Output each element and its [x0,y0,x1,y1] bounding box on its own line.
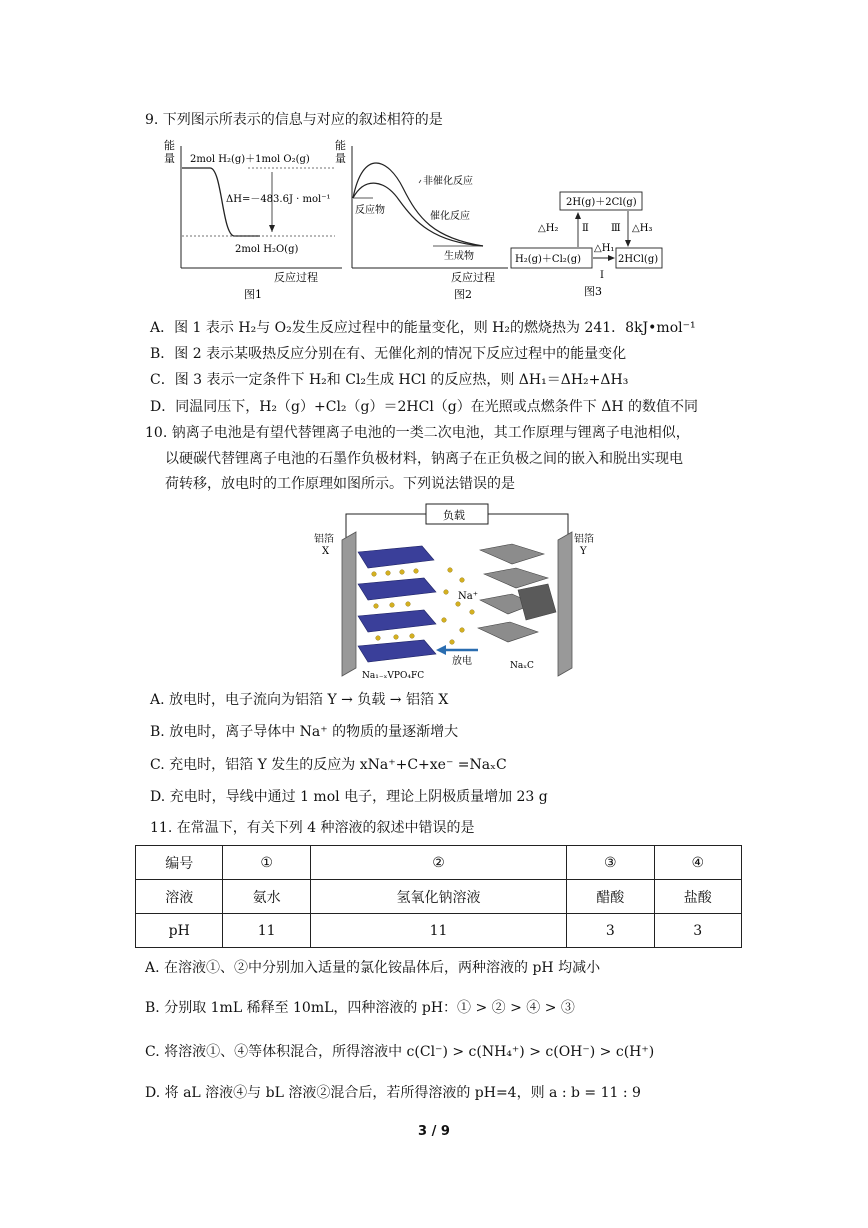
table-cell: 11 [223,914,310,948]
table-cell: 3 [567,914,654,948]
q11-option-b: B. 分别取 1mL 稀释至 10mL，四种溶液的 pH：① > ② > ④ > ③ [145,1000,575,1016]
sodium-battery-figure [312,500,602,682]
fig2-ylabel-1: 能 [335,139,346,152]
table-row [136,914,742,948]
fig3-dh3: △H₃ [632,223,653,234]
left-material-label: Na₁₋ₓVPO₄FC [362,671,425,681]
table-cell: ② [310,846,566,880]
fig3-dh1: △H₁ [594,243,615,254]
q11-option-d: D. 将 aL 溶液④与 bL 溶液②混合后，若所得溶液的 pH=4，则 a : b = 11 : 9 [145,1085,641,1101]
table-cell: 溶液 [136,880,223,914]
anode-carbon-sheets [478,544,556,642]
q10-stem-line-2: 以硬碳代替锂离子电池的石墨作负极材料，钠离子在正负极之间的嵌入和脱出实现电 [165,451,683,467]
right-foil-label: 铝箔 [574,534,594,545]
fig1-top-label: 2mol H₂(g)＋1mol O₂(g) [190,154,310,165]
fig3-dh2: △H₂ [538,223,559,234]
table-cell: 盐酸 [654,880,741,914]
table-row [136,846,742,880]
q9-stem: 9. 下列图示所表示的信息与对应的叙述相符的是 [145,112,443,128]
right-material-label: NaₓC [510,661,534,671]
fig3-r3: Ⅲ [611,223,621,234]
table-cell: pH [136,914,223,948]
solutions-table [135,845,742,948]
fig3-r2: Ⅱ [582,223,589,234]
q11-option-c: C. 将溶液①、④等体积混合，所得溶液中 c(Cl⁻) > c(NH₄⁺) > c(OH⁻) > c(H⁺) [145,1044,655,1060]
figure-3-hess-cycle [508,185,668,300]
load-label: 负载 [443,509,465,522]
table-cell: 3 [654,914,741,948]
fig3-left-box: H₂(g)＋Cl₂(g) [515,254,581,265]
page-number: 3 / 9 [418,1124,450,1139]
q9-option-a: A．图 1 表示 H₂与 O₂发生反应过程中的能量变化，则 H₂的燃烧热为 241．8kJ•mol⁻¹ [150,320,696,336]
fig1-dh-label: ΔH=－483.6J · mol⁻¹ [226,194,331,205]
fig3-r1: Ⅰ [600,270,604,281]
q10-stem-line-3: 荷转移，放电时的工作原理如图所示。下列说法错误的是 [165,476,515,492]
table-cell: ③ [567,846,654,880]
q10-option-b: B. 放电时，离子导体中 Na⁺ 的物质的量逐渐增大 [150,724,459,740]
right-foil-plate [558,532,572,676]
fig3-caption: 图3 [584,285,602,298]
discharge-label: 放电 [452,656,472,667]
fig2-reactant-label: 反应物 [355,205,385,216]
table-cell: 11 [310,914,566,948]
q11-option-a: A. 在溶液①、②中分别加入适量的氯化铵晶体后，两种溶液的 pH 均减小 [145,960,601,976]
q10-option-a: A. 放电时，电子流向为铝箔 Y → 负载 → 铝箔 X [150,692,449,708]
fig2-cat-label: 催化反应 [430,211,470,222]
figure-1-energy-diagram [160,138,345,303]
q9-option-b: B．图 2 表示某吸热反应分别在有、无催化剂的情况下反应过程中的能量变化 [150,346,627,362]
table-row [136,880,742,914]
table-cell: 醋酸 [567,880,654,914]
fig2-xlabel: 反应过程 [451,271,495,284]
table-cell: 氨水 [223,880,310,914]
fig3-top-box: 2H(g)＋2Cl(g) [566,197,637,208]
fig1-ylabel-2: 量 [164,152,175,165]
fig1-caption: 图1 [244,288,262,301]
table-cell: 编号 [136,846,223,880]
q10-stem-line-1: 10. 钠离子电池是有望代替锂离子电池的一类二次电池，其工作原理与锂离子电池相似， [145,425,690,441]
na-ion-label: Na⁺ [458,591,478,602]
fig2-noncat-label: 非催化反应 [423,176,473,187]
table-cell: ① [223,846,310,880]
q9-option-c: C．图 3 表示一定条件下 H₂和 Cl₂生成 HCl 的反应热，则 ΔH₁＝ΔH₂+ΔH₃ [150,372,629,388]
q10-option-d: D. 充电时，导线中通过 1 mol 电子，理论上阴极质量增加 23 g [150,789,548,805]
right-foil-letter: Y [580,546,587,557]
q11-stem: 11. 在常温下，有关下列 4 种溶液的叙述中错误的是 [150,820,475,836]
left-foil-letter: X [322,546,330,557]
q10-option-c: C. 充电时，铝箔 Y 发生的反应为 xNa⁺+C+xe⁻ =NaₓC [150,757,507,773]
table-cell: 氢氧化钠溶液 [310,880,566,914]
left-foil-label: 铝箔 [314,534,334,545]
table-cell: ④ [654,846,741,880]
fig1-bottom-label: 2mol H₂O(g) [235,244,299,255]
q9-option-d: D．同温同压下，H₂（g）+Cl₂（g）＝2HCl（g）在光照或点燃条件下 ΔH 的数值不同 [150,399,698,415]
fig1-xlabel: 反应过程 [274,271,318,284]
cathode-layers [358,546,436,662]
figure-2-energy-diagram [333,138,513,303]
fig2-ylabel-2: 量 [335,152,346,165]
fig1-ylabel-1: 能 [164,139,175,152]
fig2-product-label: 生成物 [444,251,474,262]
left-foil-plate [342,532,356,676]
fig2-caption: 图2 [454,288,472,301]
fig3-right-box: 2HCl(g) [618,254,659,265]
